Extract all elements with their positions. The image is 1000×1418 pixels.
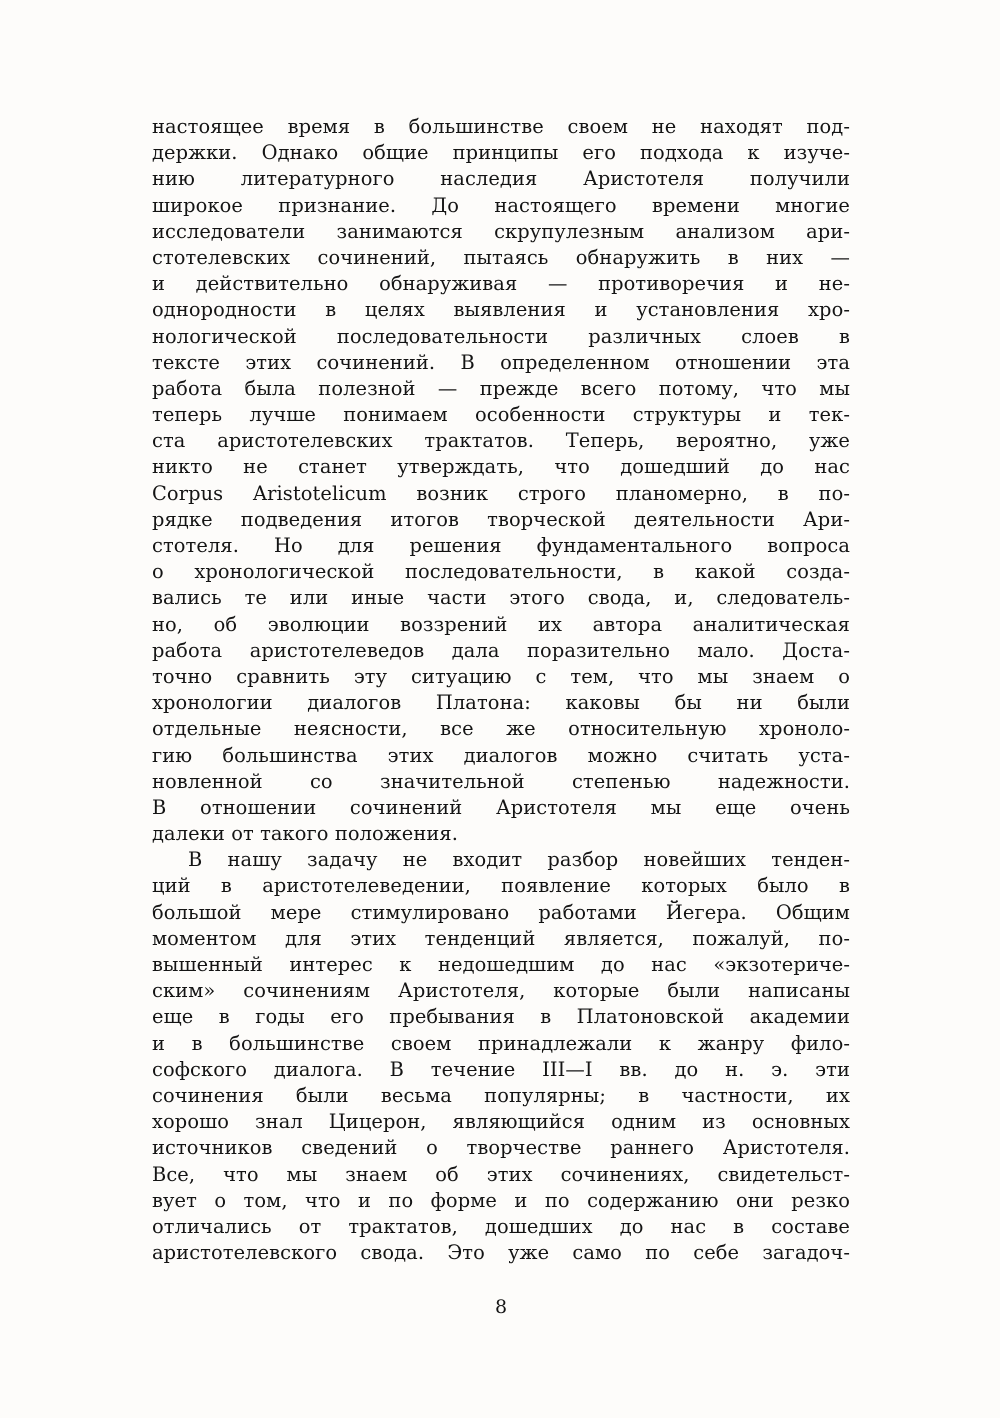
text-line: Corpus Aristotelicum возник строго планомерно, в по- — [152, 481, 850, 505]
text-line: источников сведений о творчестве раннего Аристотеля. — [152, 1136, 850, 1160]
text-line: еще в годы его пребывания в Платоновской академии — [152, 1005, 850, 1029]
text-line: однородности в целях выявления и установления хро- — [152, 298, 850, 322]
text-line: вует о том, что и по форме и по содержанию они резко — [152, 1188, 850, 1212]
text-line: настоящее время в большинстве своем не находят под- — [152, 115, 850, 138]
text-line: и в большинстве своем принадлежали к жанру фило- — [152, 1031, 850, 1055]
text-line: отдельные неясности, все же относительную хроноло- — [152, 717, 850, 741]
text-line: ским» сочинениям Аристотеля, которые были написаны — [152, 979, 850, 1003]
text-line: новленной со значительной степенью надежности. — [152, 769, 850, 793]
text-line: отличались от трактатов, дошедших до нас в составе — [152, 1214, 850, 1238]
text-line: но, об эволюции воззрений их автора аналитическая — [152, 612, 850, 636]
text-line: большой мере стимулировано работами Йегера. Общим — [152, 900, 850, 924]
text-line: сочинения были весьма популярны; в частности, их — [152, 1083, 850, 1107]
text-line: держки. Однако общие принципы его подхода к изуче- — [152, 141, 850, 165]
text-line: тексте этих сочинений. В определенном отношении эта — [152, 350, 850, 374]
text-line: о хронологической последовательности, в какой созда- — [152, 560, 850, 584]
text-line: хронологии диалогов Платона: каковы бы ни были — [152, 691, 850, 715]
text-line: далеки от такого положения. — [152, 822, 458, 846]
text-line: стотелевских сочинений, пытаясь обнаружить в них — — [152, 245, 850, 269]
text-line: гию большинства этих диалогов можно считать уста- — [152, 743, 850, 767]
text-line: работа аристотелеведов дала поразительно мало. Доста- — [152, 638, 850, 662]
text-line: моментом для этих тенденций является, пожалуй, по- — [152, 926, 850, 950]
text-line: стотеля. Но для решения фундаментального вопроса — [152, 534, 850, 557]
text-line: Все, что мы знаем об этих сочинениях, свидетельст- — [152, 1162, 850, 1186]
text-line: аристотелевского свода. Это уже само по себе загадоч- — [152, 1241, 850, 1265]
text-line: хорошо знал Цицерон, являющийся одним из основных — [152, 1110, 850, 1134]
text-line: нологической последовательности различных слоев в — [152, 324, 850, 348]
page-number: 8 — [494, 1296, 508, 1319]
text-line: софского диалога. В течение III—I вв. до н. э. эти — [152, 1057, 850, 1081]
text-line: исследователи занимаются скрупулезным анализом ари- — [152, 219, 850, 243]
text-line: В отношении сочинений Аристотеля мы еще очень — [152, 795, 850, 819]
text-line: точно сравнить эту ситуацию с тем, что мы знаем о — [152, 664, 850, 688]
text-line: ста аристотелевских трактатов. Теперь, вероятно, уже — [152, 429, 850, 453]
text-line: и действительно обнаруживая — противоречия и не- — [152, 272, 850, 296]
text-line: теперь лучше понимаем особенности структуры и тек- — [152, 403, 850, 427]
text-line: рядке подведения итогов творческой деятельности Ари- — [152, 507, 850, 531]
text-block — [152, 114, 850, 1266]
text-line: нию литературного наследия Аристотеля получили — [152, 167, 850, 191]
text-line: широкое признание. До настоящего времени многие — [152, 193, 850, 217]
text-line: В нашу задачу не входит разбор новейших тенден- — [188, 848, 850, 872]
text-line: работа была полезной — прежде всего потому, что мы — [152, 376, 850, 400]
text-line: ций в аристотелеведении, появление которых было в — [152, 874, 850, 898]
text-line: никто не станет утверждать, что дошедший до нас — [152, 455, 850, 479]
text-line: вышенный интерес к недошедшим до нас «экзотериче- — [152, 953, 850, 976]
text-line: вались те или иные части этого свода, и, следователь- — [152, 586, 850, 610]
